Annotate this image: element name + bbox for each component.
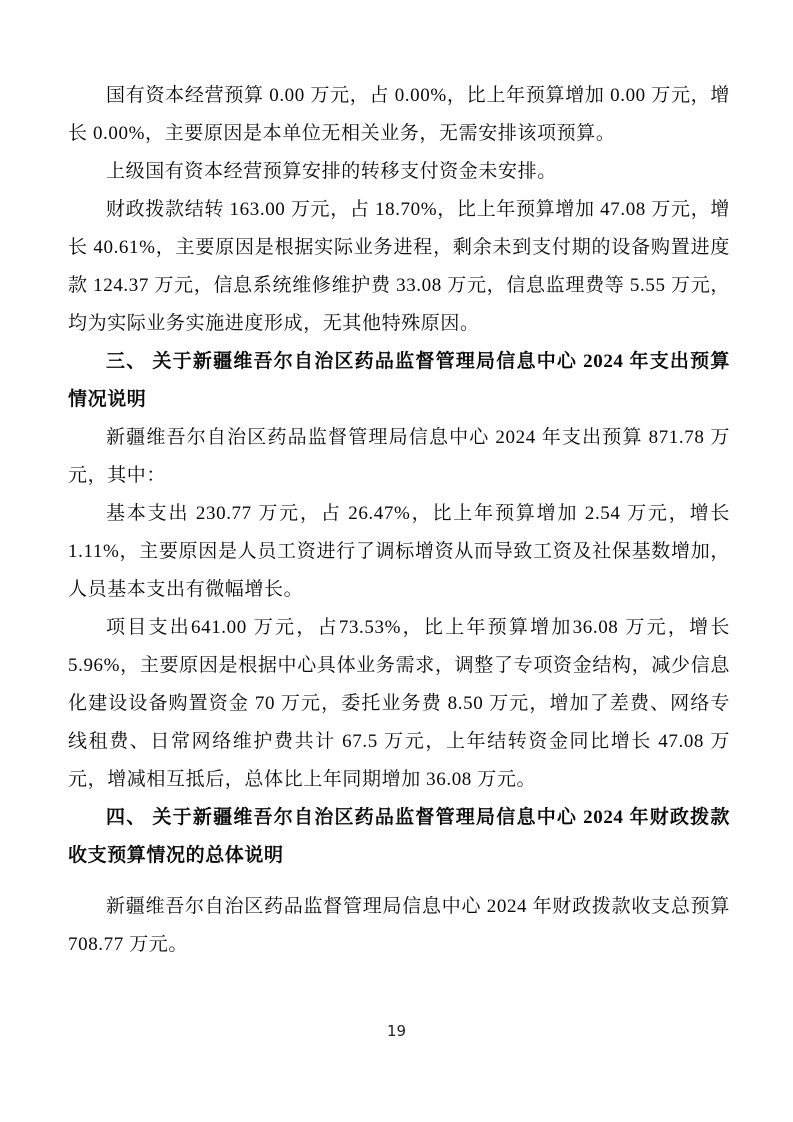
document-body <box>68 77 730 964</box>
paragraph: 国有资本经营预算 0.00 万元，占 0.00%，比上年预算增加 0.00 万元，增长 0.00%，主要原因是本单位无相关业务，无需安排该项预算。 <box>68 85 730 144</box>
section-heading: 三、 关于新疆维吾尔自治区药品监督管理局信息中心 2024 年支出预算情况说明 <box>68 351 730 410</box>
section-heading: 四、 关于新疆维吾尔自治区药品监督管理局信息中心 2024 年财政拨款收支预算情况的总体说明 <box>68 807 730 866</box>
paragraph: 财政拨款结转 163.00 万元，占 18.70%，比上年预算增加 47.08 万元，增长 40.61%，主要原因是根据实际业务进程，剩余未到支付期的设备购置进度款 124.37 万元，信息系统维修维护费 33.08 万元，信息监理费等 5.55 万元，均为实际业务实施进度形成，无其他特殊原因。 <box>68 199 730 334</box>
paragraph: 基本支出 230.77 万元，占 26.47%，比上年预算增加 2.54 万元，增长 1.11%，主要原因是人员工资进行了调标增资从而导致工资及社保基数增加，人员基本支出有微幅增长。 <box>68 503 730 600</box>
paragraph: 新疆维吾尔自治区药品监督管理局信息中心 2024 年支出预算 871.78 万元，其中： <box>68 427 730 486</box>
paragraph: 上级国有资本经营预算安排的转移支付资金未安排。 <box>106 161 557 182</box>
page-number: 19 <box>386 1022 407 1040</box>
paragraph: 新疆维吾尔自治区药品监督管理局信息中心 2024 年财政拨款收支总预算 708.77 万元。 <box>68 896 730 955</box>
paragraph: 项目支出641.00 万元，占73.53%，比上年预算增加36.08 万元，增长5.96%，主要原因是根据中心具体业务需求，调整了专项资金结构，减少信息化建设设备购置资金 70 万元，委托业务费 8.50 万元，增加了差费、网络专线租费、日常网络维护费共计 67.5 万元，上年结转资金同比增长 47.08 万元，增减相互抵后，总体比上年同期增加 36.08 万元。 <box>68 617 730 790</box>
